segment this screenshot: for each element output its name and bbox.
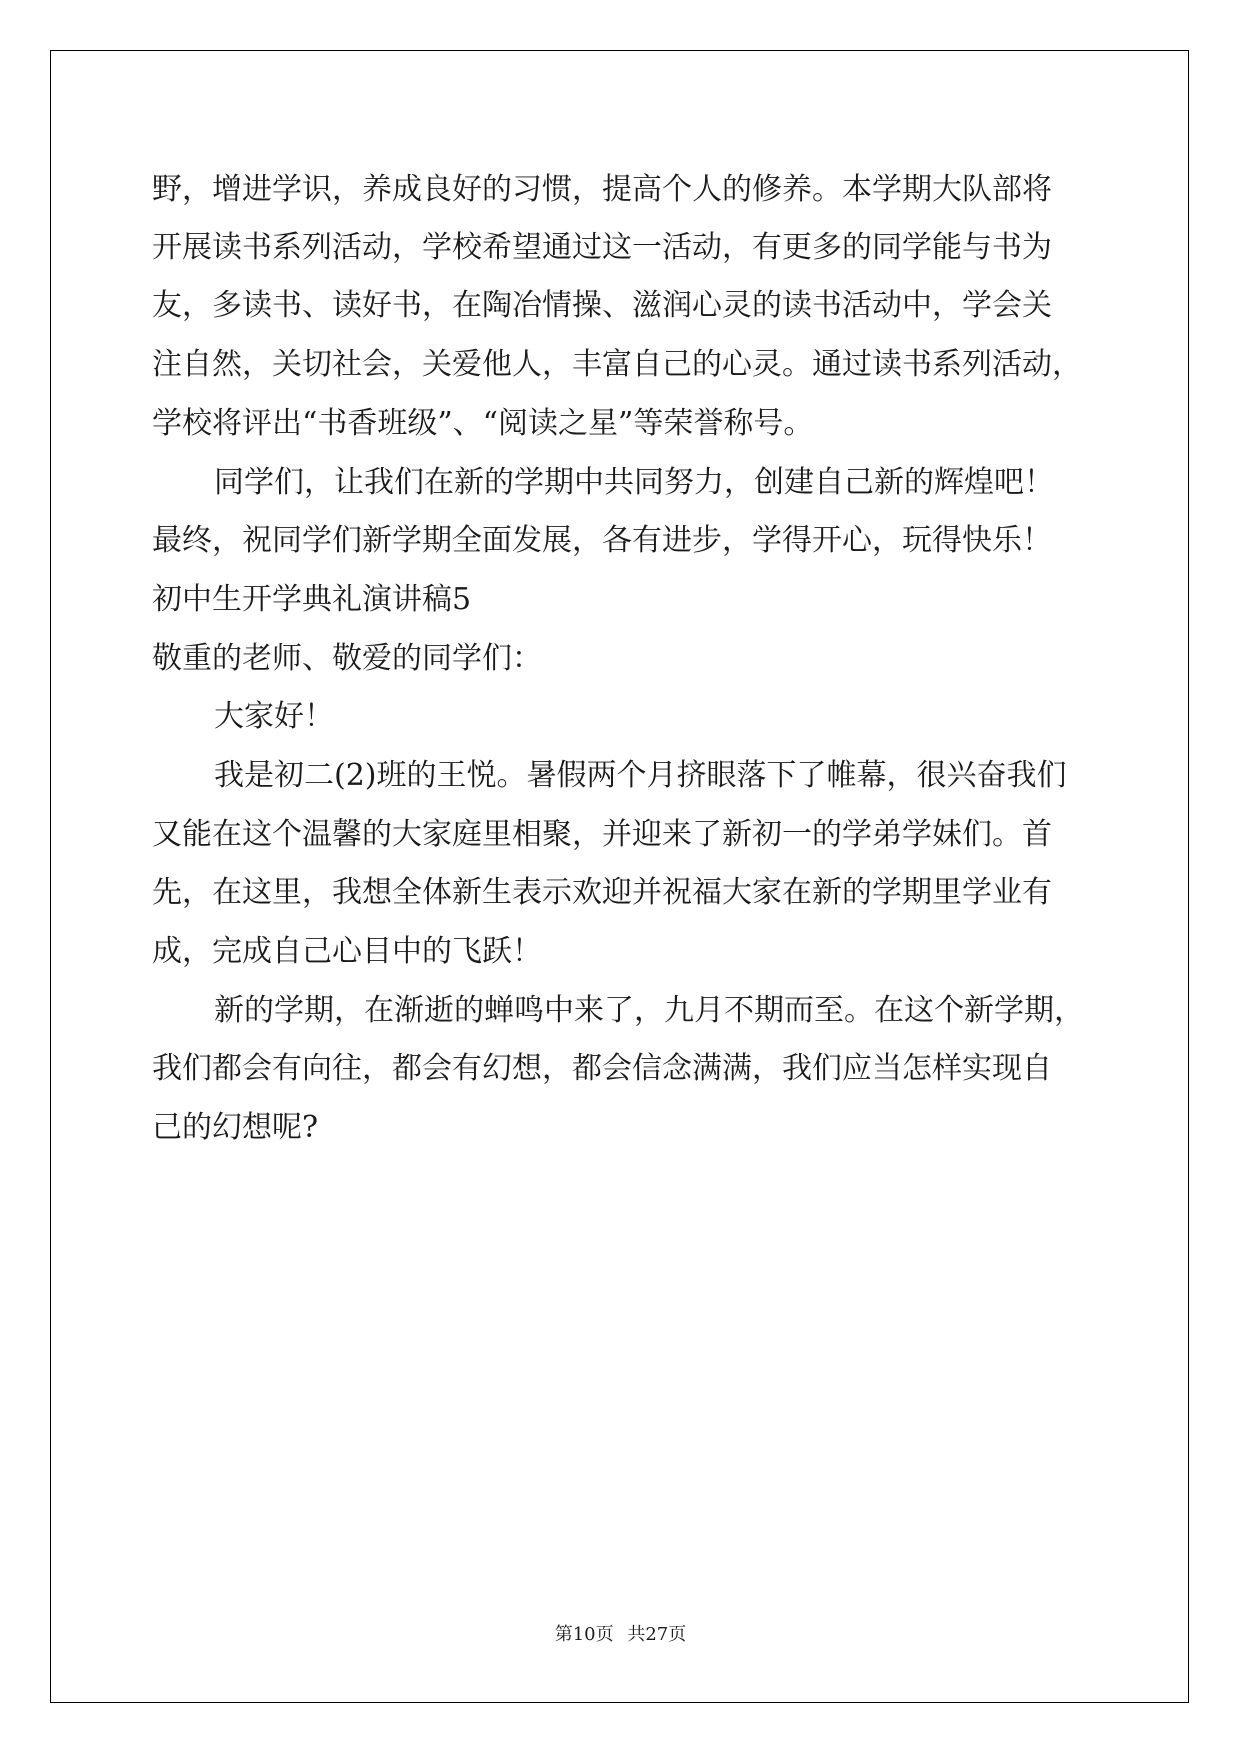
page-footer (0, 1623, 1241, 1647)
body-line: 友，多读书、读好书，在陶冶情操、滋润心灵的读书活动中，学会关 (152, 288, 1052, 323)
section-heading: 初中生开学典礼演讲稿5 (152, 582, 472, 617)
body-line: 最终，祝同学们新学期全面发展，各有进步，学得开心，玩得快乐！ (152, 523, 1052, 558)
body-line: 成，完成自己心目中的飞跃！ (152, 934, 542, 969)
body-line: 野，增进学识，养成良好的习惯，提高个人的修养。本学期大队部将 (152, 172, 1052, 207)
body-line: 先，在这里，我想全体新生表示欢迎并祝福大家在新的学期里学业有 (152, 875, 1052, 910)
body-line: 注自然，关切社会，关爱他人，丰富自己的心灵。通过读书系列活动， (152, 347, 1082, 382)
body-line: 己的幻想呢? (152, 1110, 319, 1145)
page-number: 第10页 (554, 1624, 614, 1645)
salutation: 敬重的老师、敬爱的同学们： (152, 641, 542, 676)
body-line: 新的学期，在渐逝的蝉鸣中来了，九月不期而至。在这个新学期， (214, 993, 1084, 1028)
body-line: 又能在这个温馨的大家庭里相聚，并迎来了新初一的学弟学妹们。首 (152, 817, 1052, 852)
body-line: 开展读书系列活动，学校希望通过这一活动，有更多的同学能与书为 (152, 230, 1052, 265)
greeting: 大家好！ (214, 699, 334, 734)
body-line: 学校将评出“书香班级”、“阅读之星”等荣誉称号。 (152, 406, 814, 441)
body-line: 同学们，让我们在新的学期中共同努力，创建自己新的辉煌吧！ (214, 465, 1054, 500)
page-total: 共27页 (627, 1624, 687, 1645)
body-line: 我是初二(2)班的王悦。暑假两个月挤眼落下了帷幕，很兴奋我们 (214, 758, 1067, 793)
body-line: 我们都会有向往，都会有幻想，都会信念满满，我们应当怎样实现自 (152, 1051, 1052, 1086)
